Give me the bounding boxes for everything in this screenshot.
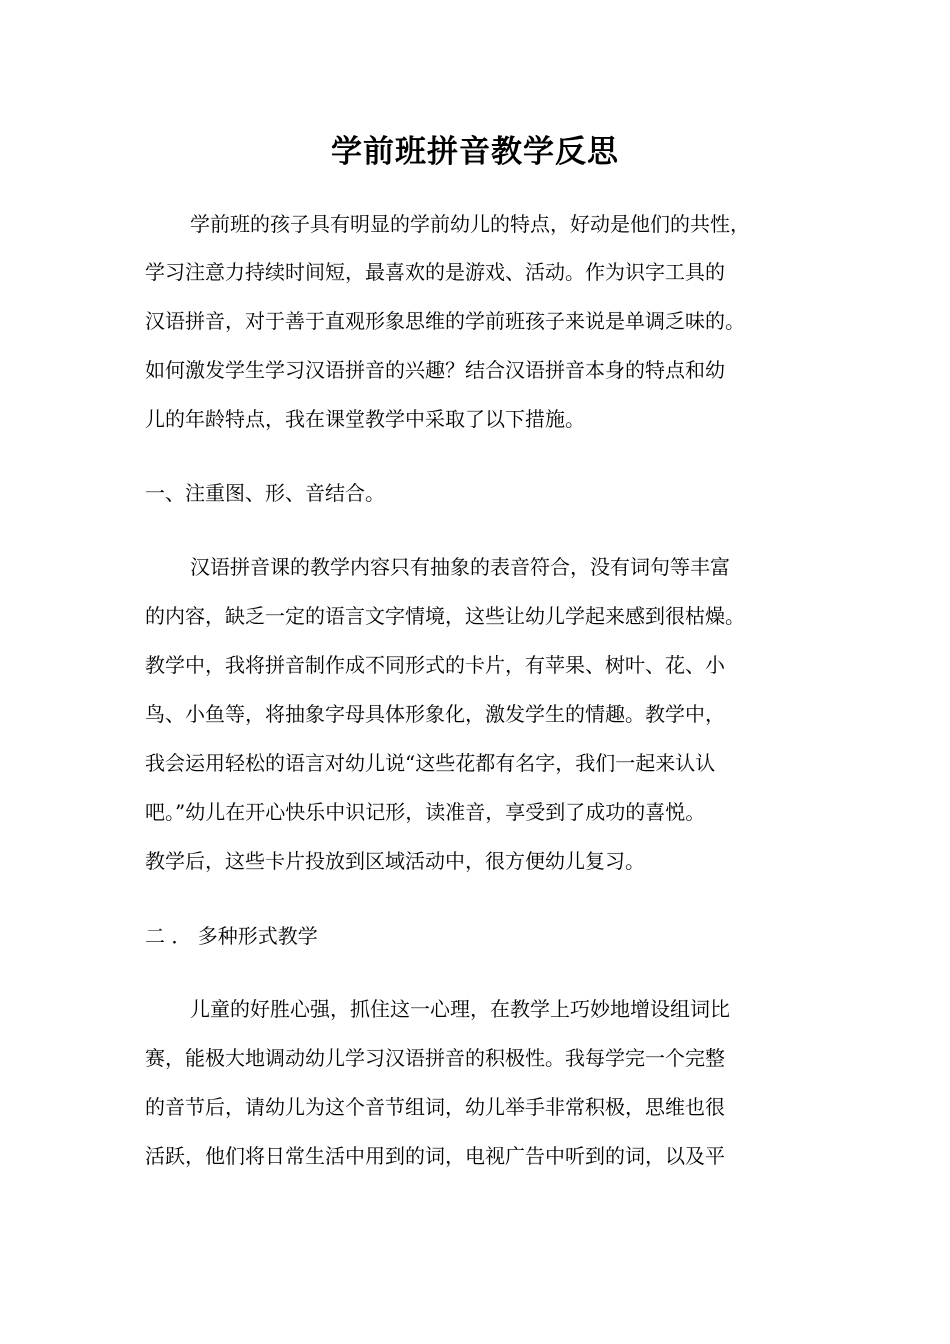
paragraph-line: 的内容，缺乏一定的语言文字情境，这些让幼儿学起来感到很枯燥。: [145, 604, 745, 628]
paragraph-line: 吧。”幼儿在开心快乐中识记形，读准音，享受到了成功的喜悦。: [145, 800, 706, 824]
paragraph-line: 鸟、小鱼等，将抽象字母具体形象化，激发学生的情趣。教学中，: [145, 702, 725, 726]
paragraph-line: 儿童的好胜心强，抓住这一心理，在教学上巧妙地增设组词比: [190, 997, 730, 1021]
paragraph-line: 教学后，这些卡片投放到区域活动中，很方便幼儿复习。: [145, 849, 645, 873]
section-heading: 二 ． 多种形式教学: [145, 924, 318, 948]
paragraph-line: 学前班的孩子具有明显的学前幼儿的特点，好动是他们的共性，: [190, 212, 750, 236]
paragraph-line: 的音节后，请幼儿为这个音节组词，幼儿举手非常积极，思维也很: [145, 1095, 725, 1119]
paragraph-line: 教学中，我将拼音制作成不同形式的卡片，有苹果、树叶、花、小: [145, 653, 725, 677]
paragraph-line: 汉语拼音，对于善于直观形象思维的学前班孩子来说是单调乏味的。: [145, 309, 745, 333]
paragraph-line: 学习注意力持续时间短，最喜欢的是游戏、活动。作为识字工具的: [145, 260, 725, 284]
paragraph-line: 我会运用轻松的语言对幼儿说“这些花都有名字，我们一起来认认: [145, 751, 716, 775]
section-heading: 一、注重图、形、音结合。: [145, 481, 385, 505]
paragraph-line: 儿的年龄特点，我在课堂教学中采取了以下措施。: [145, 407, 585, 431]
paragraph-line: 汉语拼音课的教学内容只有抽象的表音符合，没有词句等丰富: [190, 555, 730, 579]
document-title: 学前班拼音教学反思: [331, 134, 619, 170]
paragraph-line: 赛，能极大地调动幼儿学习汉语拼音的积极性。我每学完一个完整: [145, 1046, 725, 1070]
paragraph-line: 如何激发学生学习汉语拼音的兴趣？结合汉语拼音本身的特点和幼: [145, 358, 725, 382]
paragraph-line: 活跃，他们将日常生活中用到的词，电视广告中听到的词，以及平: [145, 1144, 725, 1168]
